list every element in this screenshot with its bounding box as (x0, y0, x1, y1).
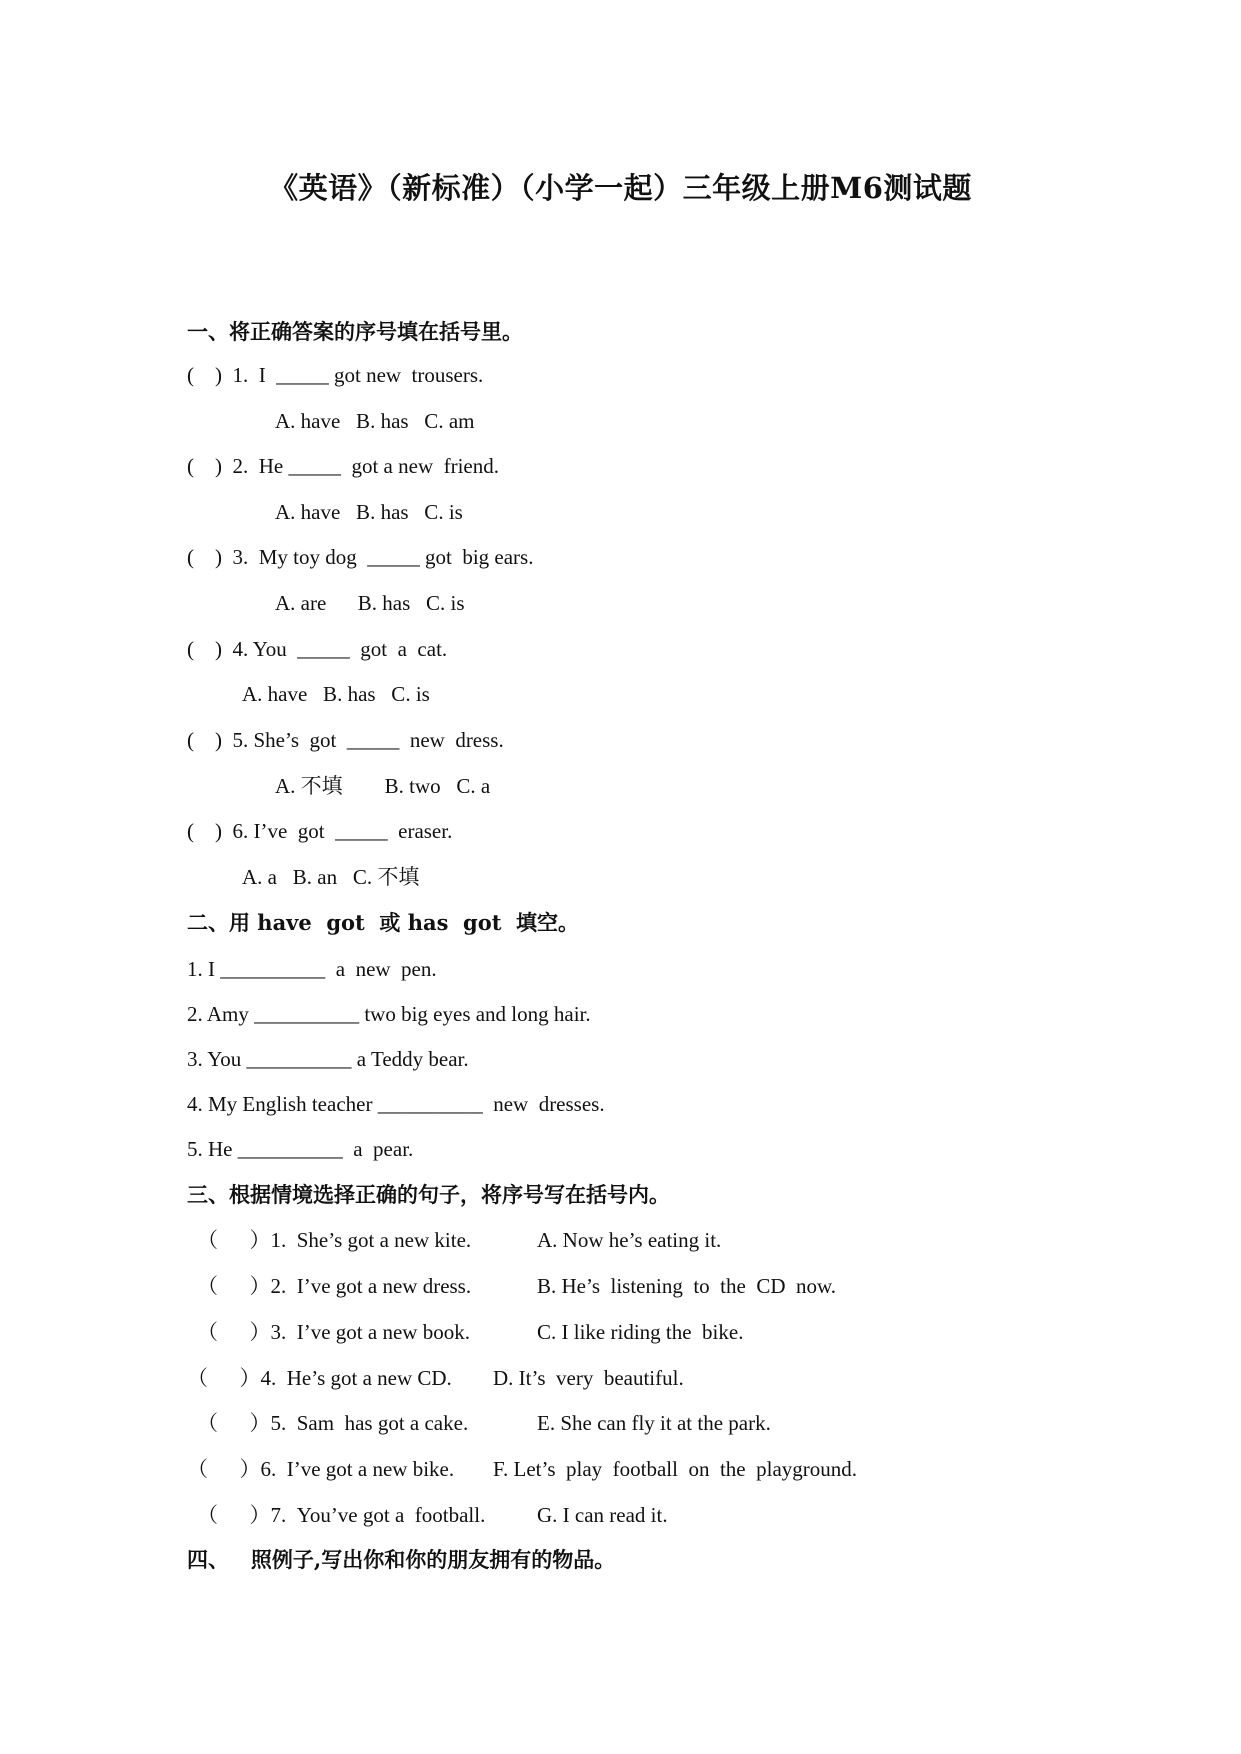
s1-question-1: ( ) 1. I _____ got new trousers. (187, 363, 484, 387)
s1-options-2: A. have B. has C. is (275, 500, 463, 524)
s3-left-4: （ ）4. He’s got a new CD. (187, 1366, 452, 1390)
s2-item-3: 3. You __________ a Teddy bear. (187, 1047, 469, 1071)
s3-left-6: （ ）6. I’ve got a new bike. (187, 1457, 455, 1481)
s3-left-2: （ ）2. I’ve got a new dress. (197, 1274, 472, 1298)
s1-question-4: ( ) 4. You _____ got a cat. (187, 637, 448, 661)
s3-left-3: （ ）3. I’ve got a new book. (197, 1320, 470, 1344)
s2-item-4: 4. My English teacher __________ new dresses. (187, 1092, 605, 1116)
section4-heading: 四、 照例子,写出你和你的朋友拥有的物品。 (187, 1547, 616, 1572)
s1-question-6: ( ) 6. I’ve got _____ eraser. (187, 819, 453, 843)
s2-item-1: 1. I __________ a new pen. (187, 957, 437, 981)
section2-heading: 二、用 have got 或 has got 填空。 (187, 910, 580, 935)
s1-question-2: ( ) 2. He _____ got a new friend. (187, 454, 500, 478)
s2-item-5: 5. He __________ a pear. (187, 1137, 414, 1161)
s3-right-3: C. I like riding the bike. (537, 1320, 744, 1344)
s1-options-3: A. are B. has C. is (275, 591, 465, 615)
s1-options-6: A. a B. an C. 不填 (242, 865, 420, 889)
s3-right-7: G. I can read it. (537, 1503, 668, 1527)
section1-heading: 一、将正确答案的序号填在括号里。 (187, 319, 523, 344)
s1-question-5: ( ) 5. She’s got _____ new dress. (187, 728, 504, 752)
s1-options-1: A. have B. has C. am (275, 409, 475, 433)
s3-right-6: F. Let’s play football on the playground. (493, 1457, 858, 1481)
s1-question-3: ( ) 3. My toy dog _____ got big ears. (187, 545, 534, 569)
s1-options-4: A. have B. has C. is (242, 682, 430, 706)
s2-item-2: 2. Amy __________ two big eyes and long hair. (187, 1002, 591, 1026)
s3-right-1: A. Now he’s eating it. (537, 1228, 722, 1252)
s3-right-4: D. It’s very beautiful. (493, 1366, 684, 1390)
s3-left-7: （ ）7. You’ve got a football. (197, 1503, 486, 1527)
s3-left-1: （ ）1. She’s got a new kite. (197, 1228, 472, 1252)
s3-right-5: E. She can fly it at the park. (537, 1411, 771, 1435)
s3-left-5: （ ）5. Sam has got a cake. (197, 1411, 469, 1435)
s1-options-5: A. 不填 B. two C. a (275, 774, 491, 798)
section3-heading: 三、根据情境选择正确的句子，将序号写在括号内。 (187, 1182, 670, 1207)
page-title: 《英语》（新标准）（小学一起）三年级上册M6测试题 (269, 171, 972, 205)
s3-right-2: B. He’s listening to the CD now. (537, 1274, 837, 1298)
